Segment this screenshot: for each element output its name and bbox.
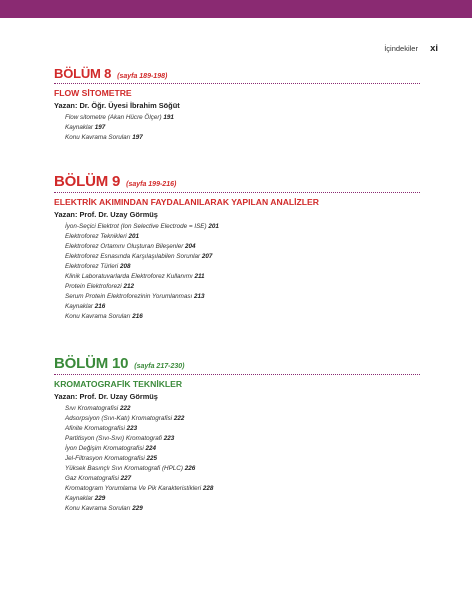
toc-entry-title: İyon Değişim Kromatografisi [65, 445, 144, 452]
chapter-title: KROMATOGRAFİK TEKNİKLER [54, 379, 183, 389]
chapter-heading [54, 173, 420, 190]
toc-entry-title: Jel-Filtrasyon Kromatografisi [65, 455, 145, 462]
toc-entry-title: Konu Kavrama Soruları [65, 134, 131, 141]
toc-entry-page: 201 [208, 223, 219, 230]
toc-entry [65, 504, 420, 514]
toc-entry-title: Partitisyon (Sıvı-Sıvı) Kromatografi [65, 435, 162, 442]
toc-entry-page: 197 [132, 134, 143, 141]
toc-entry [65, 133, 420, 143]
page-header [384, 43, 438, 54]
toc-entry-page: 208 [119, 263, 131, 270]
header-label: İçindekiler [384, 44, 418, 53]
toc-entry-title: Elektroforez Türleri [65, 263, 119, 270]
toc-entry [65, 222, 420, 232]
dotted-divider [54, 374, 420, 375]
toc-entry-page: 222 [173, 415, 185, 422]
chapter-9 [54, 173, 420, 322]
chapter-number: BÖLÜM 8 [54, 66, 112, 81]
toc-entries [65, 222, 420, 322]
toc-entry-title: Kaynaklar [65, 124, 94, 131]
chapter-page-range: (sayfa 217-230) [134, 363, 185, 370]
toc-entry-title: İyon-Seçici Elektrot (Ion Selective Electrode = ISE) [65, 223, 207, 230]
chapter-10 [54, 355, 420, 514]
toc-entry-title: Kromatogram Yorumlama Ve Pik Karakteristikleri [65, 485, 202, 492]
toc-entry-page: 228 [202, 485, 214, 492]
toc-entry [65, 494, 420, 504]
toc-entry-title: Konu Kavrama Soruları [65, 313, 131, 320]
toc-entry [65, 454, 420, 464]
toc-entry-page: 227 [120, 475, 132, 482]
toc-entry-page: 216 [132, 313, 143, 320]
toc-entries [65, 404, 420, 514]
toc-entry-page: 191 [163, 114, 174, 121]
chapter-author: Yazan: Prof. Dr. Uzay Görmüş [54, 392, 158, 401]
toc-entry [65, 252, 420, 262]
chapter-page-range: (sayfa 199-216) [126, 181, 177, 188]
chapter-heading [54, 66, 420, 81]
toc-entry [65, 484, 420, 494]
toc-entry [65, 282, 420, 292]
toc-entry-title: Adsorpsiyon (Sıvı-Katı) Kromatografisi [65, 415, 173, 422]
toc-entry-title: Kaynaklar [65, 495, 94, 502]
toc-entry-page: 213 [194, 293, 205, 300]
toc-entry-page: 222 [119, 405, 131, 412]
toc-entries [65, 113, 420, 143]
toc-entry [65, 232, 420, 242]
toc-entry-page: 223 [126, 425, 138, 432]
chapter-title: FLOW SİTOMETRE [54, 88, 132, 98]
chapter-author: Yazan: Prof. Dr. Uzay Görmüş [54, 210, 158, 219]
toc-entry-page: 216 [94, 303, 106, 310]
toc-entry [65, 123, 420, 133]
toc-entry [65, 404, 420, 414]
toc-entry-title: Afinite Kromatografisi [65, 425, 125, 432]
toc-entry-title: Serum Protein Elektroforezinin Yorumlanması [65, 293, 193, 300]
toc-entry [65, 312, 420, 322]
toc-entry-title: Elektroforez Teknikleri [65, 233, 127, 240]
toc-entry-title: Yüksek Basınçlı Sıvı Kromatografi (HPLC) [65, 465, 183, 472]
dotted-divider [54, 83, 420, 84]
chapter-heading [54, 355, 420, 372]
toc-entry [65, 302, 420, 312]
toc-entry-page: 211 [194, 273, 205, 280]
chapter-number: BÖLÜM 10 [54, 355, 129, 372]
toc-entry-page: 223 [163, 435, 175, 442]
toc-entry-page: 225 [146, 455, 158, 462]
toc-entry-title: Gaz Kromatografisi [65, 475, 119, 482]
page-number: xi [430, 43, 438, 54]
toc-entry [65, 262, 420, 272]
toc-entry [65, 424, 420, 434]
toc-entry-title: Konu Kavrama Soruları [65, 505, 131, 512]
top-color-bar [0, 0, 472, 18]
toc-entry-title: Sıvı Kromatografisi [65, 405, 119, 412]
chapter-page-range: (sayfa 189-198) [117, 73, 168, 80]
toc-entry-title: Protein Elektroforezi [65, 283, 122, 290]
toc-entry-title: Flow sitometre (Akan Hücre Ölçer) [65, 114, 162, 121]
toc-entry-page: 201 [128, 233, 139, 240]
chapter-author: Yazan: Dr. Öğr. Üyesi İbrahim Söğüt [54, 101, 180, 110]
toc-entry [65, 444, 420, 454]
chapter-number: BÖLÜM 9 [54, 173, 121, 190]
toc-entry [65, 474, 420, 484]
chapter-8 [54, 66, 420, 143]
toc-entry [65, 242, 420, 252]
toc-entry-title: Elektroforez Ortamını Oluşturan Bileşenler [65, 243, 184, 250]
toc-entry-page: 226 [184, 465, 196, 472]
toc-entry [65, 464, 420, 474]
toc-entry [65, 434, 420, 444]
toc-entry [65, 113, 420, 123]
toc-entry-page: 229 [132, 505, 143, 512]
toc-entry [65, 292, 420, 302]
toc-entry-page: 207 [201, 253, 213, 260]
toc-entry-title: Elektroforez Esnasında Karşılaşılabilen Sorunlar [65, 253, 201, 260]
chapter-title: ELEKTRİK AKIMINDAN FAYDALANILARAK YAPILAN ANALİZLER [54, 197, 319, 207]
toc-entry-page: 229 [94, 495, 106, 502]
toc-entry-title: Klinik Laboratuvarlarda Elektroforez Kullanımı [65, 273, 193, 280]
toc-entry-title: Kaynaklar [65, 303, 94, 310]
dotted-divider [54, 192, 420, 193]
toc-entry-page: 197 [94, 124, 106, 131]
toc-entry-page: 212 [123, 283, 134, 290]
toc-entry [65, 272, 420, 282]
toc-entry [65, 414, 420, 424]
toc-entry-page: 204 [185, 243, 196, 250]
toc-entry-page: 224 [145, 445, 157, 452]
